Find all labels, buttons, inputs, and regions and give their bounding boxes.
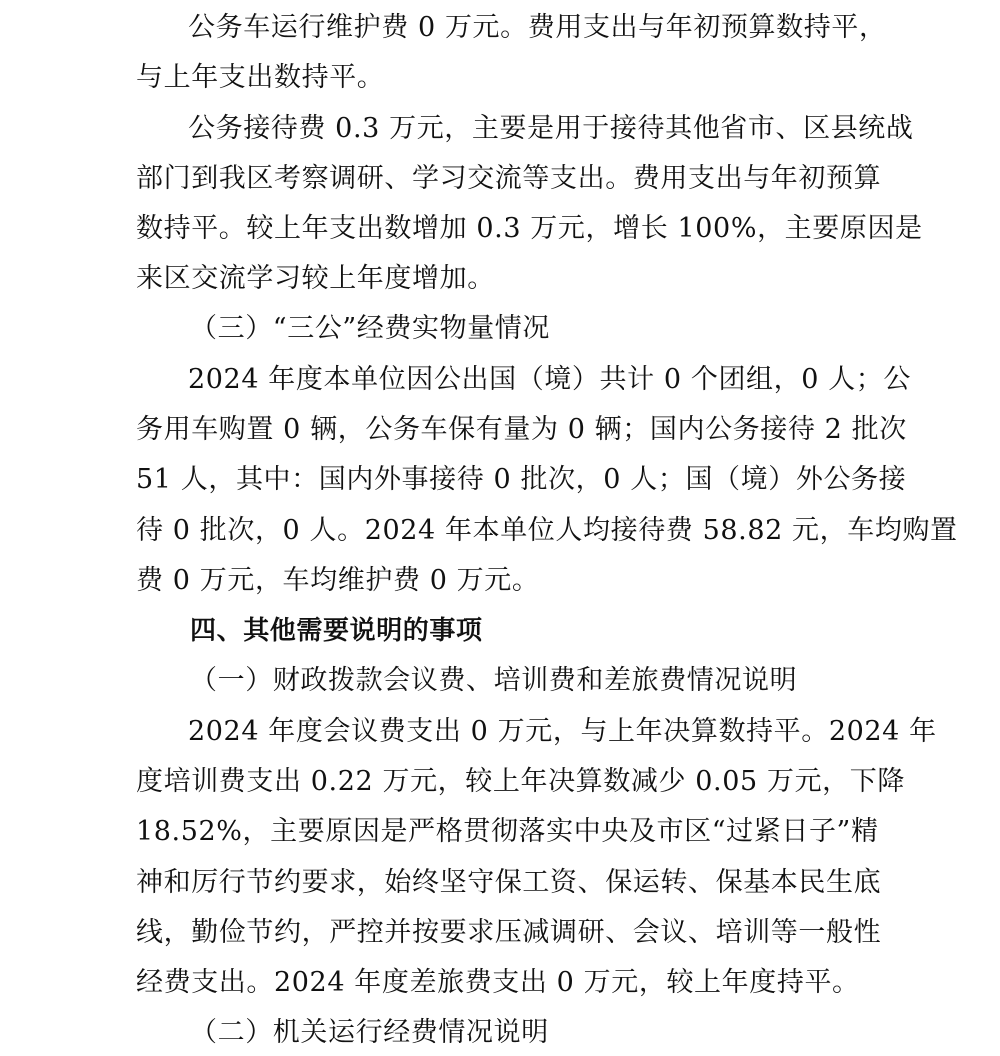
paragraph-line: 神和厉行节约要求，始终坚守保工资、保运转、保基本民生底 (136, 867, 882, 898)
paragraph-line: 待 0 批次，0 人。2024 年本单位人均接待费 58.82 元，车均购置 (136, 515, 958, 546)
paragraph-line: 来区交流学习较上年度增加。 (136, 263, 495, 294)
paragraph-line: 度培训费支出 0.22 万元，较上年决算数减少 0.05 万元，下降 (136, 766, 905, 797)
paragraph-line: 18.52%，主要原因是严格贯彻落实中央及市区“过紧日子”精 (136, 816, 879, 847)
paragraph-line: 2024 年度会议费支出 0 万元，与上年决算数持平。2024 年 (188, 716, 937, 747)
section-heading: （二）机关运行经费情况说明 (190, 1017, 549, 1048)
section-heading: （三）“三公”经费实物量情况 (190, 313, 551, 344)
paragraph-line: 经费支出。2024 年度差旅费支出 0 万元，较上年度持平。 (136, 967, 860, 998)
paragraph-line: 数持平。较上年支出数增加 0.3 万元，增长 100%，主要原因是 (136, 213, 923, 244)
paragraph-line: 2024 年度本单位因公出国（境）共计 0 个团组，0 人；公 (188, 364, 911, 395)
section-heading: （一）财政拨款会议费、培训费和差旅费情况说明 (190, 665, 798, 696)
paragraph-line: 与上年支出数持平。 (136, 62, 385, 93)
paragraph-line: 线，勤俭节约，严控并按要求压减调研、会议、培训等一般性 (136, 917, 882, 948)
paragraph-line: 费 0 万元，车均维护费 0 万元。 (136, 565, 540, 596)
paragraph-line: 公务车运行维护费 0 万元。费用支出与年初预算数持平， (188, 12, 887, 43)
paragraph-line: 51 人，其中：国内外事接待 0 批次，0 人；国（境）外公务接 (136, 464, 907, 495)
main-heading: 四、其他需要说明的事项 (190, 616, 483, 646)
paragraph-line: 务用车购置 0 辆，公务车保有量为 0 辆；国内公务接待 2 批次 (136, 414, 907, 445)
paragraph-line: 部门到我区考察调研、学习交流等支出。费用支出与年初预算 (136, 163, 882, 194)
paragraph-line: 公务接待费 0.3 万元，主要是用于接待其他省市、区县统战 (188, 113, 914, 144)
